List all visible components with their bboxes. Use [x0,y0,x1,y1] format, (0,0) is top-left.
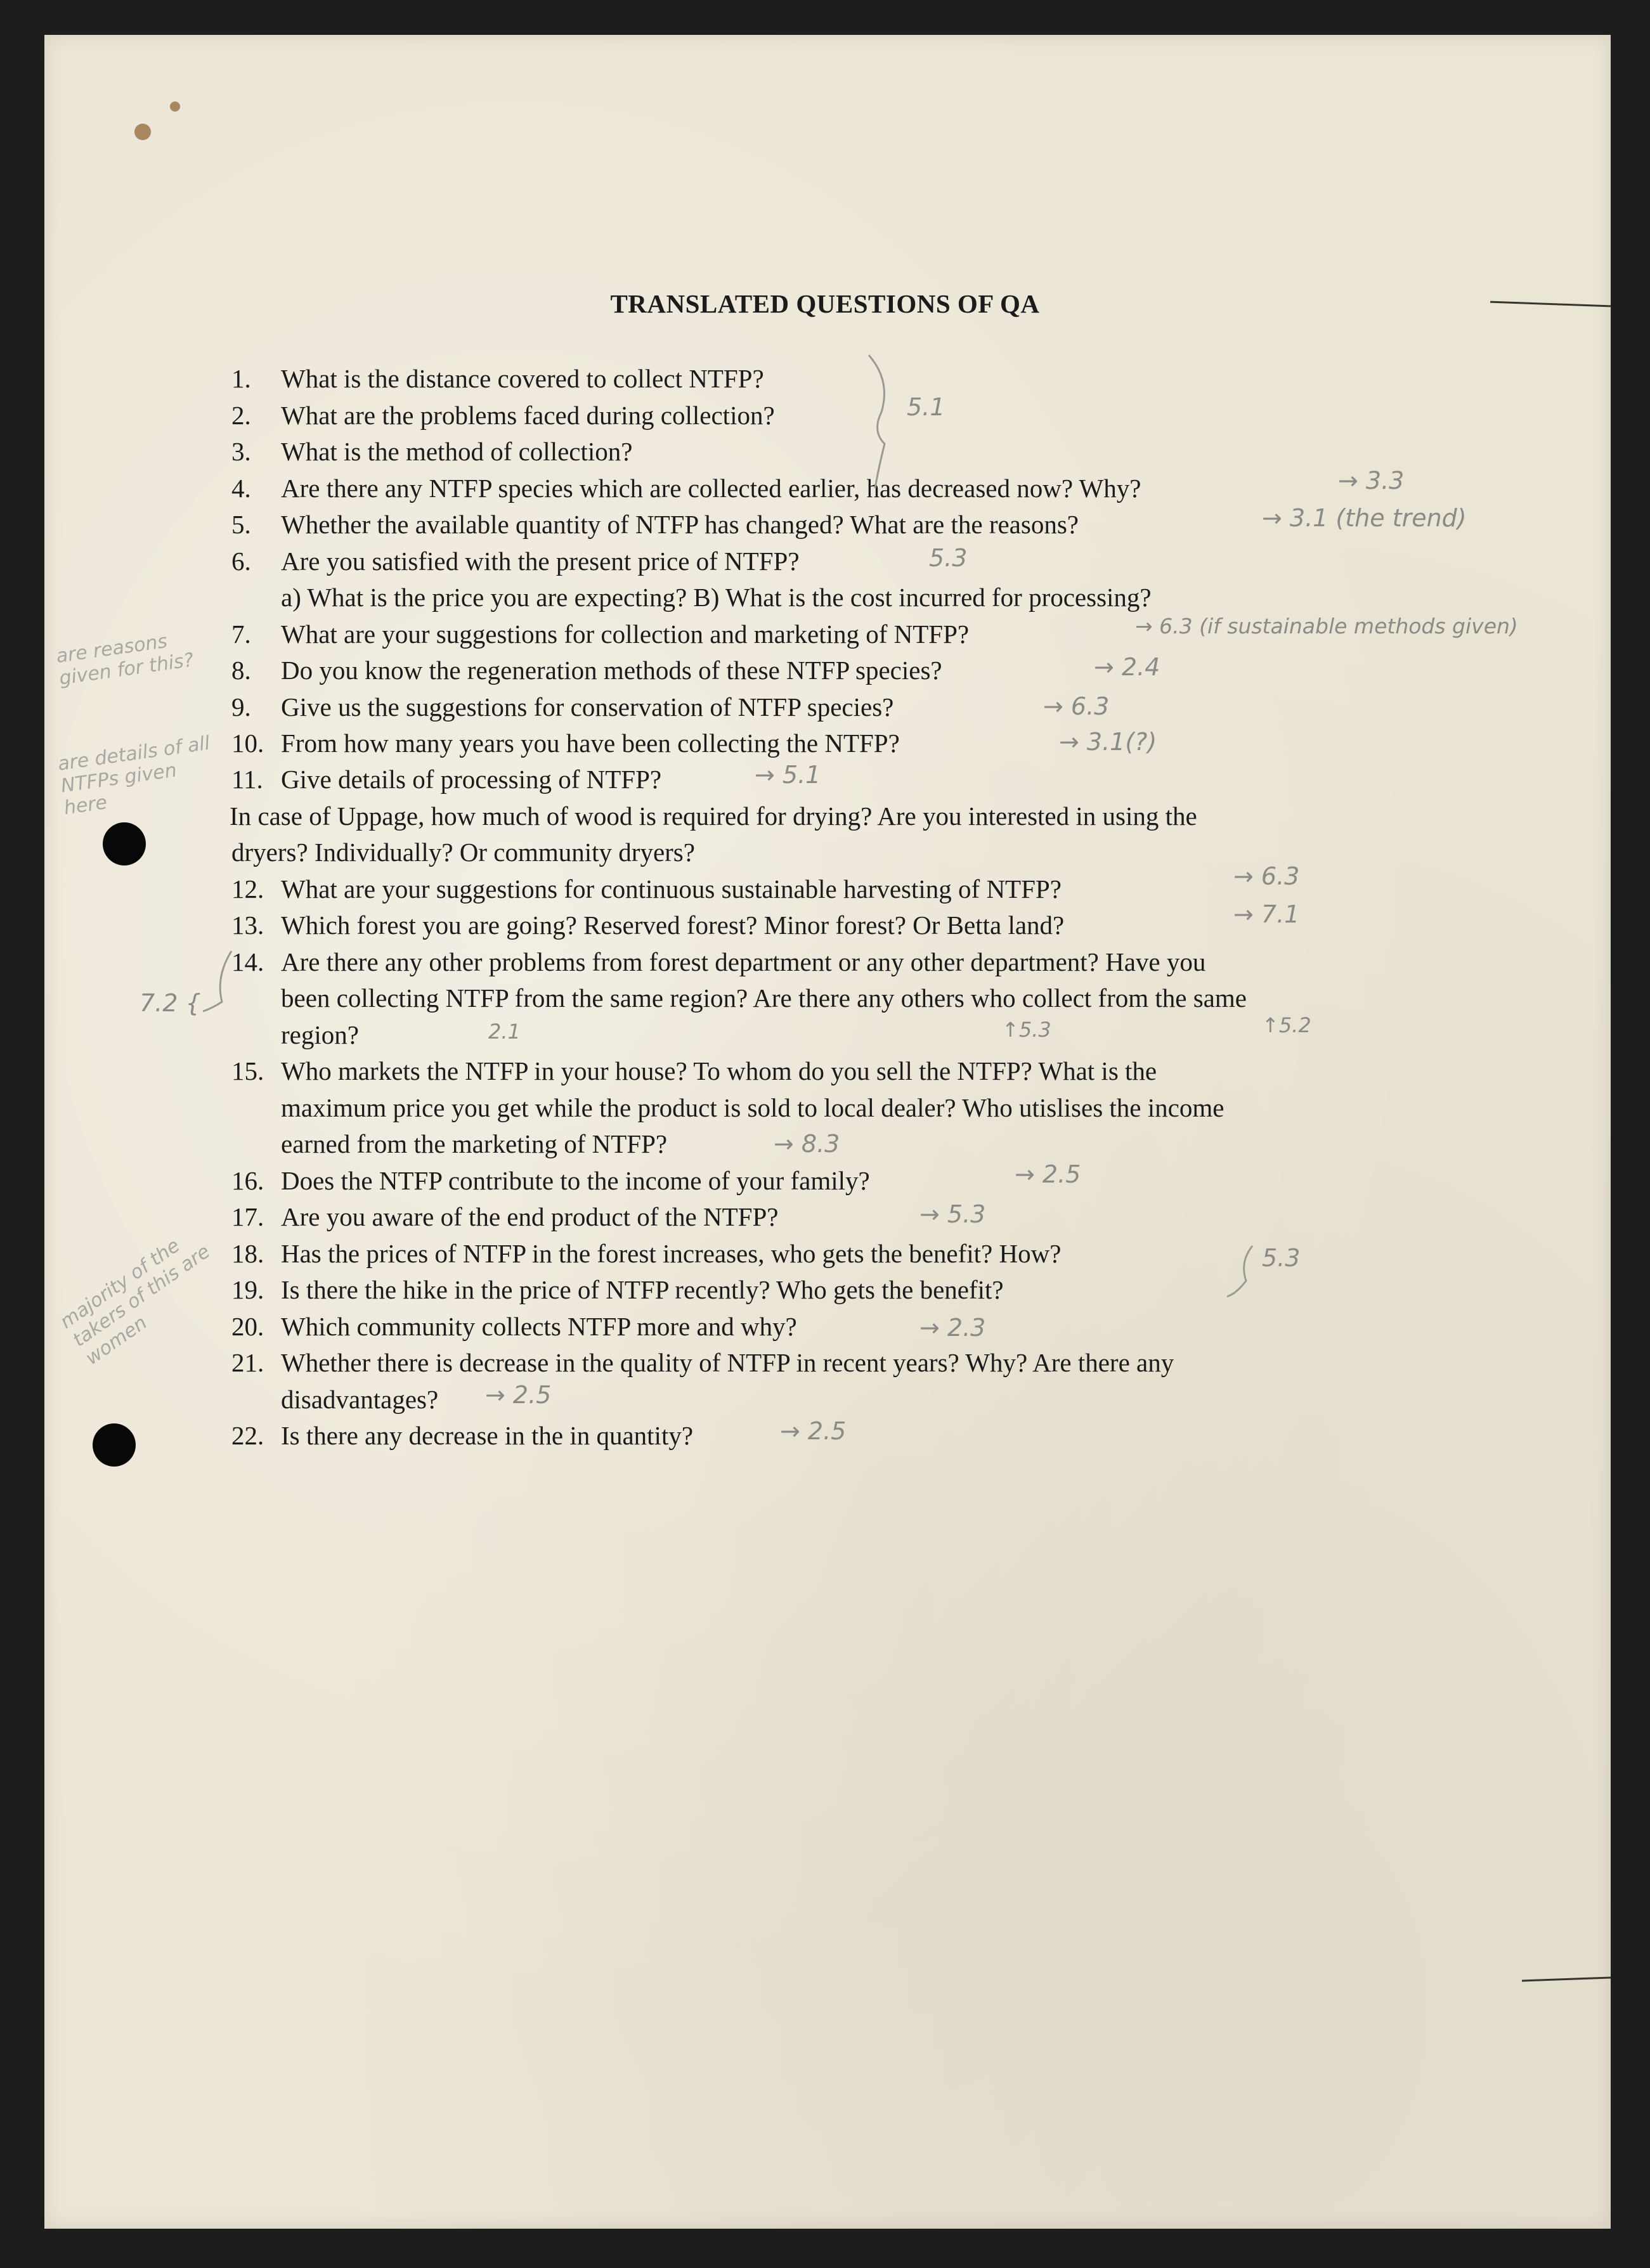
handwritten-note: → 6.3 [1233,862,1300,890]
question-number: 10. [231,729,264,758]
question-text: What is the distance covered to collect NTFP? [281,364,764,393]
question-text: region? [281,1020,359,1049]
question-text: Are you satisfied with the present price of NTFP? [281,547,800,576]
question-number: 8. [231,656,251,685]
handwritten-note: → 8.3 [774,1130,840,1158]
handwritten-margin-note: are details of all NTFPs given here [56,732,212,820]
question-number: 7. [231,619,251,649]
handwritten-note: 5.1 [907,393,945,421]
question-text: Who markets the NTFP in your house? To whom do you sell the NTFP? What is the [281,1056,1157,1085]
handwritten-note: → 2.4 [1094,653,1160,681]
handwritten-note: ↑5.2 [1262,1013,1311,1037]
handwritten-note: → 2.5 [1015,1160,1081,1188]
handwritten-note: 2.1 [488,1020,521,1044]
brace-mark [1227,1246,1252,1297]
question-number: 19. [231,1275,264,1304]
question-text: Give us the suggestions for conservation of NTFP species? [281,692,894,722]
question-text: What is the method of collection? [281,437,633,466]
question-text: Give details of processing of NTFP? [281,765,662,794]
question-number: 2. [231,401,251,430]
question-number: 15. [231,1056,264,1085]
question-number: 12. [231,874,264,904]
question-text: disadvantages? [281,1385,439,1414]
question-number: 13. [231,910,264,940]
brace-mark [869,355,885,488]
handwritten-note: → 2.3 [919,1314,986,1342]
question-number: 21. [231,1348,264,1377]
question-text: What are the problems faced during collection? [281,401,775,430]
question-text: Which forest you are going? Reserved forest? Minor forest? Or Betta land? [281,910,1065,940]
document-title: TRANSLATED QUESTIONS OF QA [610,289,1040,318]
handwritten-note: → 3.1 (the trend) [1262,504,1467,532]
question-number: 17. [231,1202,264,1231]
question-text: In case of Uppage, how much of wood is required for drying? Are you interested in using the [230,801,1197,831]
question-number: 6. [231,547,251,576]
handwritten-note: → 5.3 [919,1200,986,1228]
question-text: From how many years you have been collecting the NTFP? [281,729,900,758]
handwritten-note: ↑5.3 [1002,1018,1051,1042]
question-text: Has the prices of NTFP in the forest increases, who gets the benefit? How? [281,1239,1062,1268]
question-text: Are you aware of the end product of the NTFP? [281,1202,779,1231]
question-text: Do you know the regeneration methods of these NTFP species? [281,656,942,685]
question-text: earned from the marketing of NTFP? [281,1129,668,1158]
question-text: Is there the hike in the price of NTFP recently? Who gets the benefit? [281,1275,1004,1304]
handwritten-note: → 5.1 [755,761,821,789]
handwritten-note: → 2.5 [780,1417,847,1445]
question-text: maximum price you get while the product is sold to local dealer? Who utislises the income [281,1093,1225,1122]
question-text: Whether there is decrease in the quality of NTFP in recent years? Why? Are there any [281,1348,1174,1377]
question-number: 1. [231,364,251,393]
question-text: been collecting NTFP from the same region? Are there any others who collect from the same [281,983,1247,1013]
question-text: Are there any other problems from forest department or any other department? Have you [281,947,1206,976]
question-number: 9. [231,692,251,722]
question-number: 11. [231,765,263,794]
question-text: What are your suggestions for continuous sustainable harvesting of NTFP? [281,874,1062,904]
handwritten-note: → 3.1(?) [1059,728,1157,756]
question-number: 14. [231,947,264,976]
handwritten-note: → 6.3 (if sustainable methods given) [1135,614,1518,638]
question-number: 22. [231,1421,264,1450]
handwritten-note: 5.3 [1262,1244,1301,1272]
handwritten-margin-note: are reasons given for this? [55,630,195,690]
question-number: 16. [231,1166,264,1195]
handwritten-note: 7.2 { [140,989,201,1017]
question-text: a) What is the price you are expecting? B) What is the cost incurred for processing? [281,583,1152,612]
handwritten-note: → 7.1 [1233,900,1300,928]
handwritten-note: → 3.3 [1338,467,1405,495]
handwritten-margin-note: majority of the takers of this are women [56,1234,214,1370]
question-text: Which community collects NTFP more and why? [281,1312,797,1341]
handwritten-note: 5.3 [929,544,968,572]
question-number: 18. [231,1239,264,1268]
question-text: Whether the available quantity of NTFP has changed? What are the reasons? [281,510,1079,539]
question-number: 20. [231,1312,264,1341]
brace-mark [203,951,231,1011]
question-text: Does the NTFP contribute to the income of your family? [281,1166,870,1195]
handwritten-note: → 6.3 [1043,692,1110,720]
question-text: What are your suggestions for collection and marketing of NTFP? [281,619,970,649]
question-number: 3. [231,437,251,466]
question-number: 4. [231,474,251,503]
question-text: dryers? Individually? Or community dryers? [231,838,695,867]
question-text: Are there any NTFP species which are collected earlier, has decreased now? Why? [281,474,1141,503]
question-text: Is there any decrease in the in quantity? [281,1421,694,1450]
question-number: 5. [231,510,251,539]
handwritten-note: → 2.5 [485,1381,552,1409]
